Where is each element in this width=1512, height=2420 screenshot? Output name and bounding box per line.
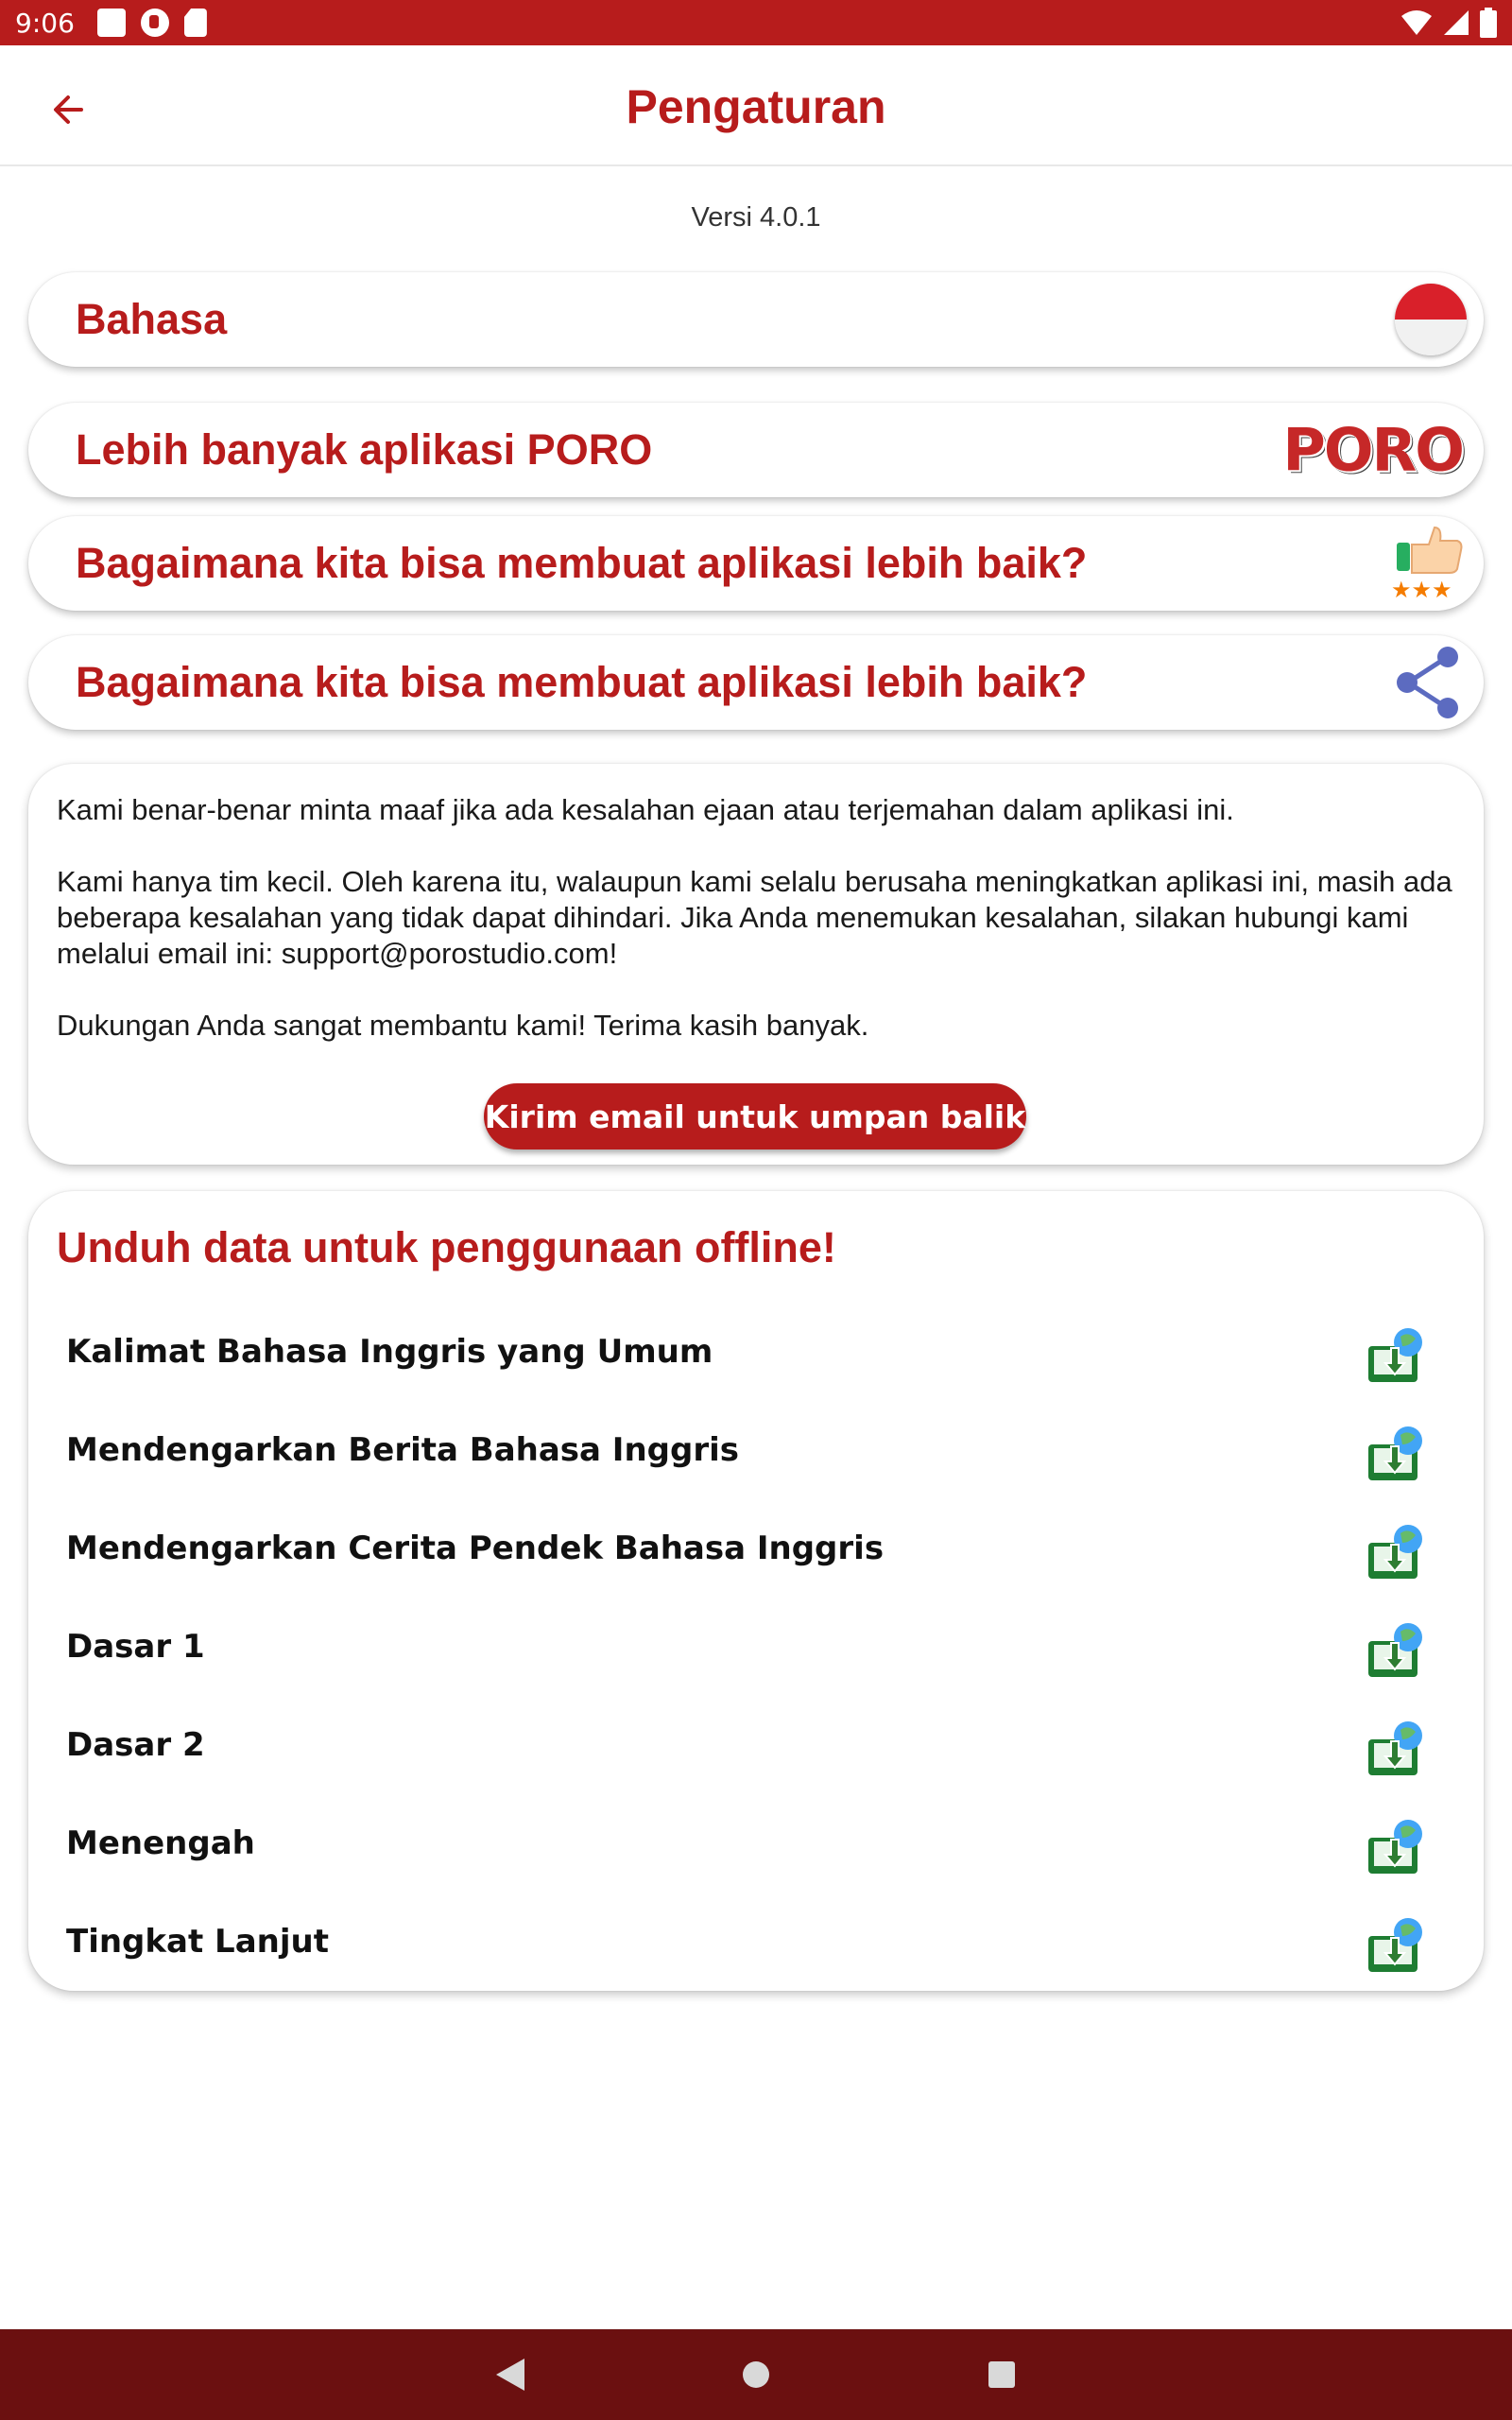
download-icon[interactable] (1365, 1424, 1427, 1484)
nav-recents-icon (987, 2360, 1017, 2390)
send-feedback-email-button[interactable]: Kirim email untuk umpan balik (484, 1083, 1026, 1150)
download-icon[interactable] (1365, 1719, 1427, 1779)
download-item-label: Menengah (66, 1824, 255, 1862)
info-paragraph: Dukungan Anda sangat membantu kami! Terima kasih banyak. (57, 1009, 869, 1042)
thumbs-up-rating-icon (1387, 524, 1467, 603)
indonesia-flag-icon (1395, 284, 1467, 355)
download-icon[interactable] (1365, 1915, 1427, 1976)
more-apps-option[interactable] (28, 403, 1484, 497)
download-icon[interactable] (1365, 1817, 1427, 1877)
notification-icons (97, 9, 207, 37)
download-item[interactable] (28, 1798, 1484, 1896)
status-bar (0, 0, 1512, 45)
download-icon[interactable] (1365, 1620, 1427, 1681)
more-apps-label: Lebih banyak aplikasi PORO (76, 425, 653, 474)
download-section-title: Unduh data untuk penggunaan offline! (57, 1223, 836, 1271)
signal-icon (1442, 9, 1470, 37)
feedback-info-text (57, 792, 1455, 1044)
nav-back-icon (494, 2357, 526, 2393)
app-bar (0, 45, 1512, 166)
app-version: Versi 4.0.1 (691, 202, 821, 233)
rate-app-label: Bagaimana kita bisa membuat aplikasi lebih baik? (76, 539, 1088, 587)
download-item[interactable] (28, 1896, 1484, 1995)
download-item-label: Mendengarkan Cerita Pendek Bahasa Inggris (66, 1530, 885, 1567)
download-item[interactable] (28, 1601, 1484, 1700)
download-item-label: Mendengarkan Berita Bahasa Inggris (66, 1431, 739, 1469)
download-item[interactable] (28, 1405, 1484, 1503)
notification-app-icon (141, 9, 169, 37)
offline-download-card (28, 1191, 1484, 1991)
feedback-info-card (28, 764, 1484, 1165)
battery-icon (1480, 8, 1497, 38)
nav-home-button[interactable] (728, 2346, 784, 2403)
download-item[interactable] (28, 1700, 1484, 1798)
system-icons (1400, 8, 1497, 38)
share-app-option[interactable] (28, 635, 1484, 730)
download-item[interactable] (28, 1306, 1484, 1405)
page-title: Pengaturan (626, 80, 886, 133)
notification-square-icon (97, 9, 126, 37)
status-time: 9:06 (15, 7, 75, 39)
download-item-label: Tingkat Lanjut (66, 1923, 329, 1961)
download-item[interactable] (28, 1503, 1484, 1601)
info-paragraph: Kami hanya tim kecil. Oleh karena itu, walaupun kami selalu berusaha meningkatkan aplikasi ini, masih ada beberapa kesalahan yang tidak dapat dihindari. Jika Anda menemukan kesalahan, silakan hubungi kami melalui email ini: support@porostudio.com! (57, 865, 1452, 970)
nav-recents-button[interactable] (973, 2346, 1030, 2403)
share-app-label: Bagaimana kita bisa membuat aplikasi lebih baik? (76, 658, 1088, 706)
download-item-label: Dasar 2 (66, 1726, 205, 1764)
download-item-label: Kalimat Bahasa Inggris yang Umum (66, 1333, 713, 1371)
nav-home-icon (741, 2360, 771, 2390)
download-icon[interactable] (1365, 1325, 1427, 1386)
download-icon[interactable] (1365, 1522, 1427, 1582)
language-option[interactable] (28, 272, 1484, 367)
svg-text:★★★: ★★★ (1391, 577, 1452, 603)
poro-logo: PORO (1282, 415, 1463, 485)
info-paragraph: Kami benar-benar minta maaf jika ada kesalahan ejaan atau terjemahan dalam aplikasi ini. (57, 793, 1234, 826)
download-item-label: Dasar 1 (66, 1628, 205, 1666)
sd-card-icon (184, 9, 207, 37)
nav-back-button[interactable] (482, 2346, 539, 2403)
rate-app-option[interactable] (28, 516, 1484, 611)
language-option-label: Bahasa (76, 295, 228, 343)
system-navigation-bar (0, 2329, 1512, 2420)
share-icon (1391, 645, 1467, 720)
wifi-icon (1400, 9, 1433, 37)
